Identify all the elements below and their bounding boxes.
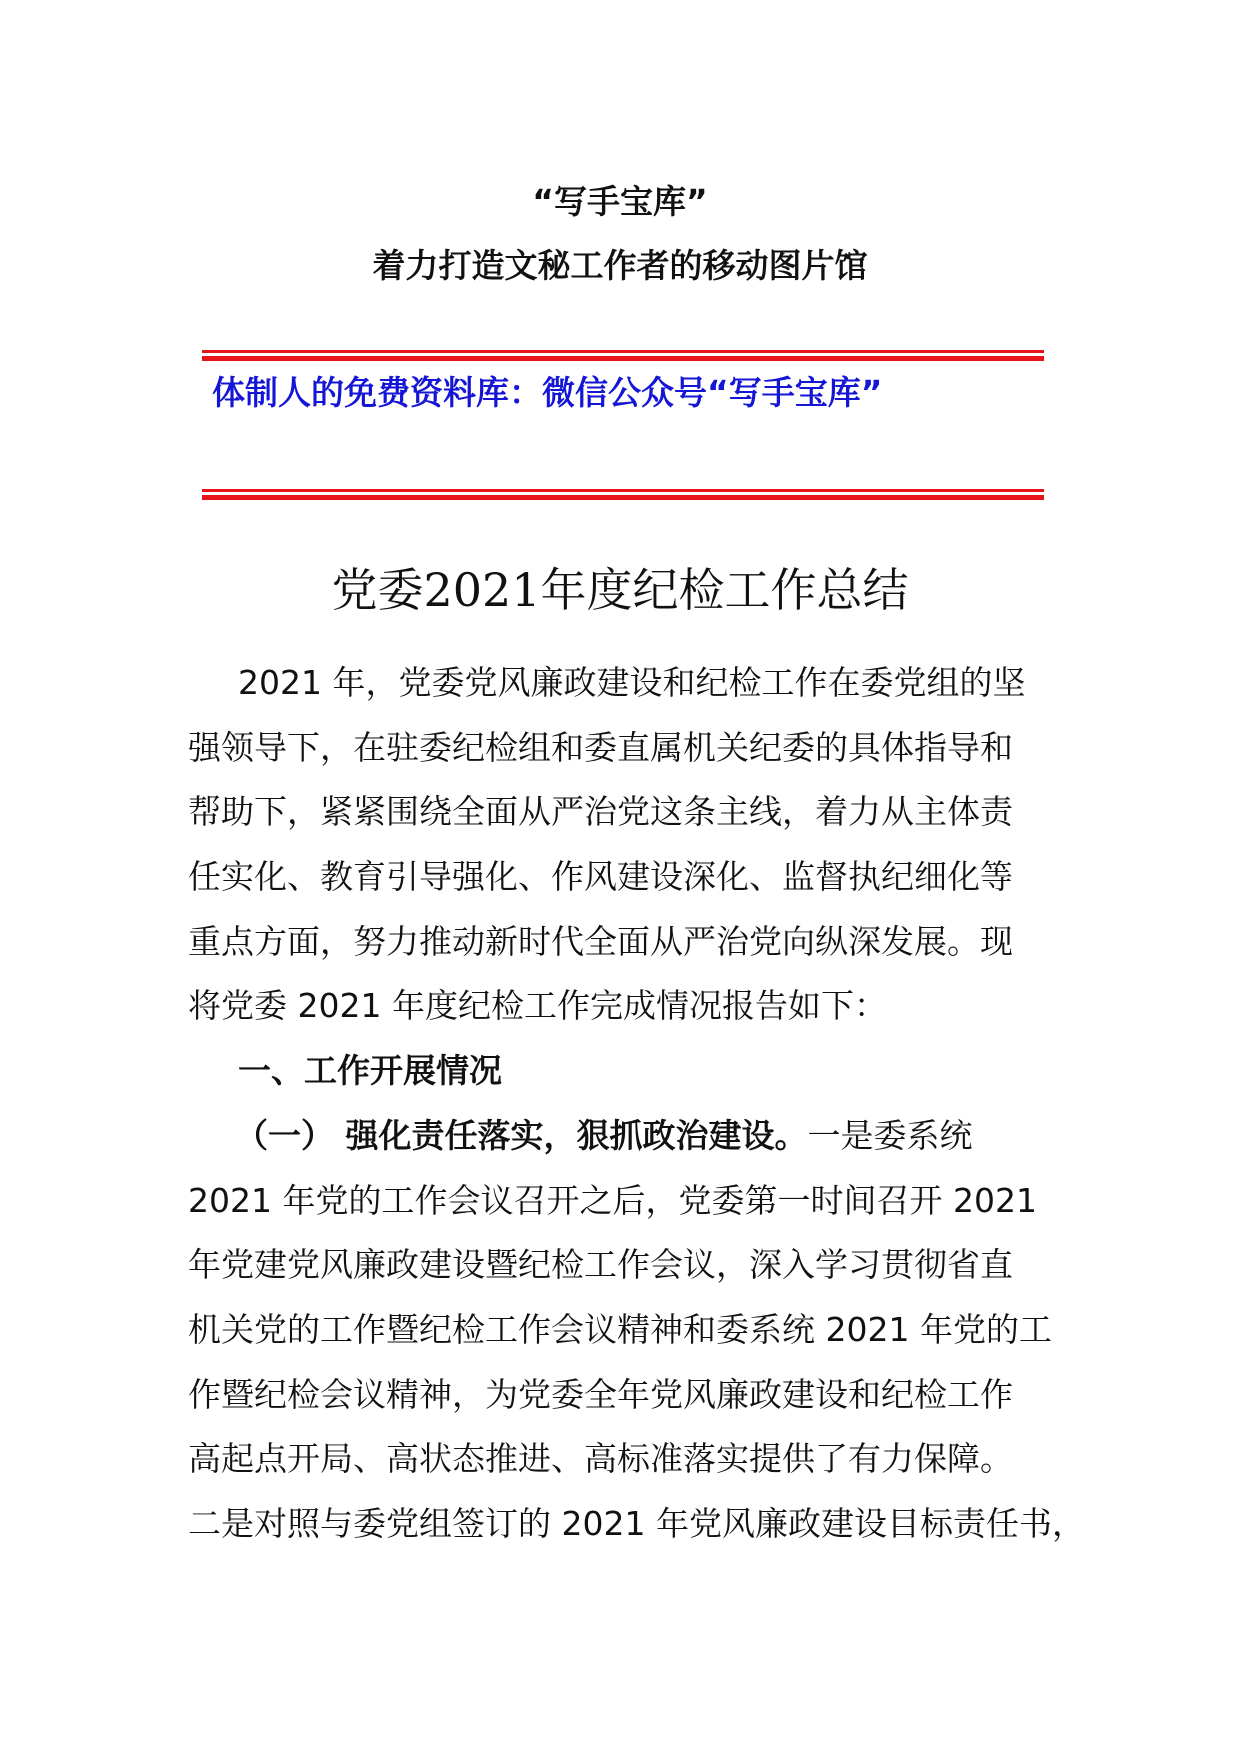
paragraph-line: 将党委 2021 年度纪检工作完成情况报告如下：	[188, 986, 887, 1026]
paragraph-line: 2021 年党的工作会议召开之后，党委第一时间召开 2021	[188, 1180, 1037, 1220]
brand-slogan: 着力打造文秘工作者的移动图片馆	[372, 246, 868, 285]
paragraph-line: 重点方面，努力推动新时代全面从严治党向纵深发展。现	[188, 921, 1013, 961]
title-year: 2021	[423, 563, 541, 617]
subsection-first-line	[188, 1104, 1088, 1169]
subsection-heading: （一） 强化责任落实，狠抓政治建设。	[235, 1115, 808, 1155]
brand-name: “写手宝库”	[532, 182, 708, 221]
title-prefix: 党委	[331, 563, 424, 617]
paragraph-line: 任实化、教育引导强化、作风建设深化、监督执纪细化等	[188, 857, 1013, 897]
paragraph-line: 2021 年，党委党风廉政建设和纪检工作在委党组的坚	[238, 663, 1026, 702]
free-library-notice: 体制人的免费资料库：微信公众号“写手宝库”	[212, 373, 883, 412]
paragraph-line: 二是对照与委党组签订的 2021 年党风廉政建设目标责任书，	[188, 1503, 1085, 1543]
title-suffix: 年度纪检工作总结	[540, 563, 909, 617]
red-double-rule-bottom	[202, 489, 1044, 500]
paragraph-line: 帮助下，紧紧围绕全面从严治党这条主线，着力从主体责	[188, 792, 1013, 832]
red-double-rule-top	[202, 350, 1044, 361]
document-title	[0, 554, 1240, 620]
paragraph-line: 高起点开局、高状态推进、高标准落实提供了有力保障。	[188, 1439, 1013, 1479]
paragraph-line: 作暨纪检会议精神，为党委全年党风廉政建设和纪检工作	[188, 1374, 1013, 1414]
paragraph-line: 强领导下，在驻委纪检组和委直属机关纪委的具体指导和	[188, 727, 1013, 767]
subsection-lead: 一是委系统	[807, 1115, 973, 1155]
section-heading: 一、工作开展情况	[238, 1051, 502, 1091]
paragraph-line: 年党建党风廉政建设暨纪检工作会议，深入学习贯彻省直	[188, 1245, 1013, 1285]
paragraph-line: 机关党的工作暨纪检工作会议精神和委系统 2021 年党的工	[188, 1309, 1052, 1349]
document-body	[188, 651, 1088, 1557]
